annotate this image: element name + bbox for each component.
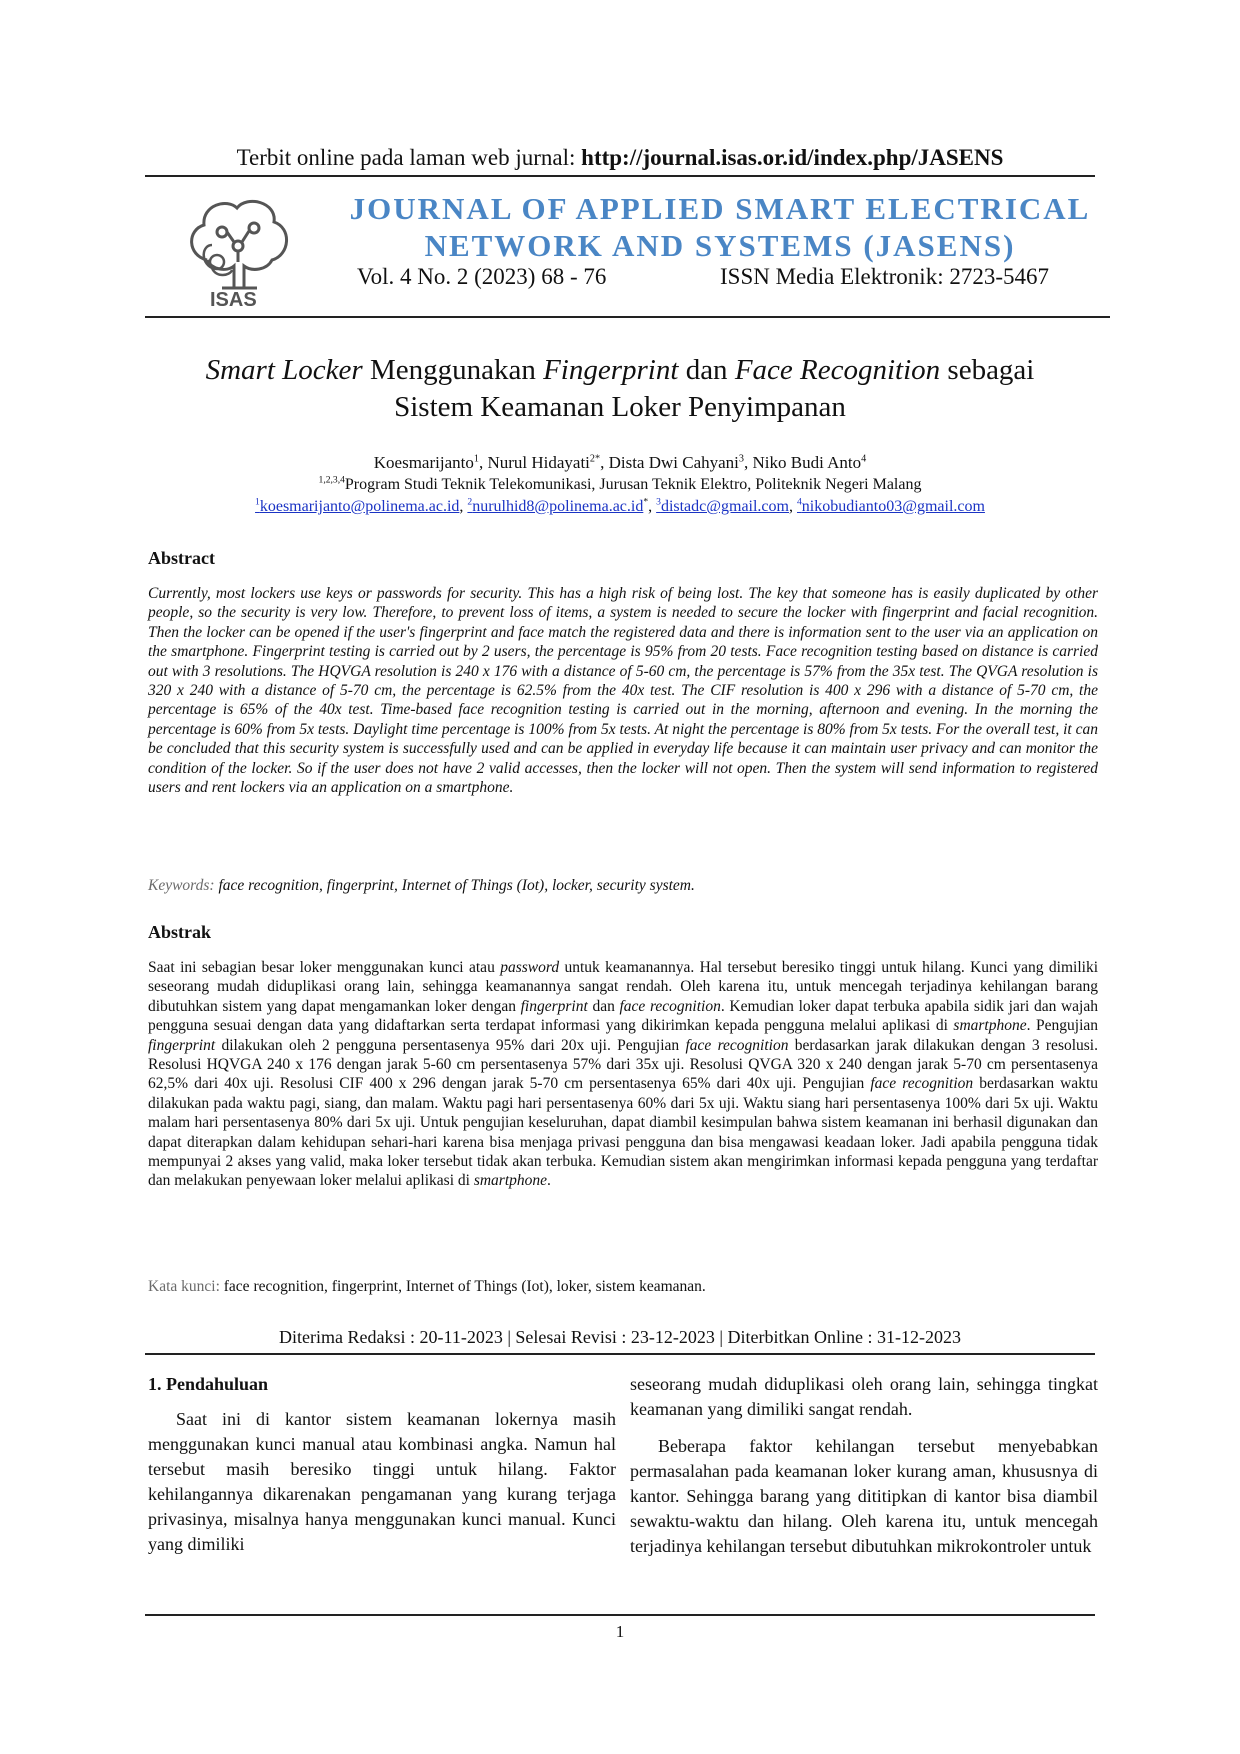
abstrak-s6-i: face recognition bbox=[685, 1036, 789, 1054]
abstrak-heading: Abstrak bbox=[148, 922, 212, 942]
author-1: Koesmarijanto bbox=[373, 453, 474, 472]
footer-rule bbox=[145, 1614, 1095, 1616]
email-addr-4: nikobudianto03@gmail.com bbox=[801, 498, 985, 515]
title-part3: Fingerprint bbox=[543, 354, 679, 386]
corresponding-mark: * bbox=[643, 496, 649, 508]
abstrak-s6: dilakukan oleh 2 pengguna persentasenya 95% dari 20x uji. Pengujian bbox=[215, 1036, 686, 1054]
kata-kunci-text: face recognition, fingerprint, Internet of Things (Iot), loker, sistem keamanan. bbox=[219, 1278, 706, 1295]
email-sup-2: 2 bbox=[467, 496, 473, 508]
isas-logo bbox=[182, 190, 297, 310]
email-link-4[interactable] bbox=[797, 498, 985, 515]
abstrak-s2: untuk keamanannya. Hal tersebut beresiko tinggi untuk hilang. Kunci yang dimiliki seseorang mudah diduplikasi orang lain, sehingga keamanannya sangat rendah. Oleh karena itu, untuk mencegah terjadinya kehilangan barang dibutuhkan sistem yang dapat mengamankan loker dengan bbox=[148, 959, 1098, 1015]
volume-info: Vol. 4 No. 2 (2023) 68 - 76 bbox=[357, 264, 607, 289]
journal-name-line1: JOURNAL OF APPLIED SMART ELECTRICAL bbox=[349, 191, 1091, 226]
email-sup-4: 4 bbox=[796, 496, 802, 508]
affiliation-sup: 1,2,3,4 bbox=[318, 474, 345, 486]
author-3: , Dista Dwi Cahyani bbox=[600, 453, 739, 472]
email-link-1[interactable] bbox=[255, 498, 459, 515]
email-addr-2: nurulhid8@polinema.ac.id bbox=[472, 498, 644, 515]
section-1-paragraph-2: Beberapa faktor kehilangan tersebut menyebabkan permasalahan pada keamanan loker kurang aman, khususnya di kantor. Sehingga barang yang dititipkan di kantor bisa diambil sewaktu-waktu dan hilang. Oleh karena itu, untuk mencegah terjadinya kehilangan tersebut dibutuhkan mikrokontroler untuk bbox=[630, 1436, 1098, 1556]
tree-brain-icon bbox=[182, 190, 297, 310]
journal-name bbox=[325, 190, 1115, 264]
author-4: , Niko Budi Anto bbox=[744, 453, 862, 472]
abstrak-s1: Saat ini sebagian besar loker menggunakan kunci atau bbox=[148, 959, 501, 976]
author-2-sup: 2* bbox=[589, 453, 601, 465]
abstrak-s7: berdasarkan jarak dilakukan dengan 3 resolusi. Resolusi HQVGA 240 x 176 dengan jarak 5-60 cm persentasenya 57% dari 35x uji. Resolusi QVGA 320 x 240 dengan jarak 5-70 cm persentasenya 62,5% dari 40x uji. Resolusi CIF 400 x 296 dengan jarak 5-70 cm persentasenya 65% dari 40x uji. Pengujian bbox=[148, 1036, 1098, 1093]
abstrak-s7-i: face recognition bbox=[870, 1075, 974, 1093]
title-line2: Sistem Keamanan Loker Penyimpanan bbox=[394, 391, 846, 423]
email-list: $^1$koesmarijanto@polinema.ac.id, $^2$nurulhid8@polinema.ac.id*, $^3$distadc@gmail.com, $^4$nikobudianto03@gmail.com bbox=[255, 496, 985, 515]
email-sup-3: 3 bbox=[656, 496, 661, 508]
title-part1: Smart Locker bbox=[205, 354, 363, 386]
abstrak-s3-i: face recognition bbox=[619, 997, 721, 1015]
affiliation bbox=[145, 476, 1095, 494]
issn-info: ISSN Media Elektronik: 2723-5467 bbox=[720, 264, 1049, 289]
abstrak-s8: berdasarkan waktu dilakukan pada waktu pagi, siang, dan malam. Waktu pagi hari persentasenya 60% dari 5x uji. Waktu siang hari persentasenya 100% dari 5x uji. Waktu malam hari persentasenya 80% dari 5x uji. Untuk pengujian keseluruhan, dapat diambil kesimpulan bahwa sistem keamanan ini berhasil digunakan dan dapat diterapkan dalam kehidupan sehari-hari karena bisa menjaga privasi pengguna dan bisa mengawasi keadaan loker. Jadi apabila pengguna tidak mempunyai 2 akses yang valid, maka loker tersebut tidak akan terbuka. Kemudian sistem akan mengirimkan informasi kepada pengguna yang terdaftar dan melakukan penyewaan loker melalui aplikasi di bbox=[148, 1075, 1098, 1190]
email-link-2[interactable] bbox=[467, 498, 643, 515]
abstrak-s5-i: fingerprint bbox=[148, 1036, 216, 1054]
page-number: 1 bbox=[615, 1622, 625, 1641]
email-addr-3: distadc@gmail.com bbox=[660, 498, 789, 515]
journal-name-line2: NETWORK AND SYSTEMS (JASENS) bbox=[424, 228, 1016, 263]
title-part6: sebagai bbox=[940, 354, 1035, 386]
title-part4: dan bbox=[678, 354, 735, 386]
logo-text: ISAS bbox=[210, 289, 257, 310]
journal-url-line bbox=[145, 145, 1095, 171]
section-1-paragraph-1: Saat ini di kantor sistem keamanan lokernya masih menggunakan kunci manual atau kombinasi angka. Namun hal tersebut masih beresiko tinggi untuk hilang. Faktor kehilangannya dikarenakan pengamanan yang kurang terjaga privasinya, misalnya hanya menggunakan kunci manual. Kunci yang dimiliki bbox=[148, 1409, 616, 1554]
affiliation-text: Program Studi Teknik Telekomunikasi, Jurusan Teknik Elektro, Politeknik Negeri Malang bbox=[344, 476, 922, 493]
abstrak-s5: . Pengujian bbox=[1026, 1017, 1098, 1035]
online-prefix: Terbit online pada laman web jurnal: bbox=[236, 145, 582, 170]
email-sup-1: 1 bbox=[255, 496, 260, 508]
author-2: , Nurul Hidayati bbox=[478, 453, 590, 472]
header-bottom-rule bbox=[145, 316, 1110, 318]
abstrak-s9: . bbox=[547, 1172, 551, 1190]
journal-url[interactable]: http://journal.isas.or.id/index.php/JASENS bbox=[581, 145, 1004, 170]
author-1-sup: 1 bbox=[473, 453, 479, 465]
abstract-keywords bbox=[148, 877, 1098, 895]
abstrak-s1-i: password bbox=[500, 959, 560, 976]
title-part2: Menggunakan bbox=[362, 354, 544, 386]
section-1-paragraph-1-cont: seseorang mudah diduplikasi oleh orang lain, sehingga tingkat keamanan yang dimiliki sangat rendah. bbox=[630, 1374, 1098, 1419]
section-1-heading: 1. Pendahuluan bbox=[148, 1374, 269, 1394]
keywords-label: Keywords: bbox=[148, 877, 215, 894]
kata-kunci-label: Kata kunci: bbox=[148, 1278, 220, 1295]
dates-rule bbox=[145, 1353, 1095, 1355]
author-3-sup: 3 bbox=[738, 453, 745, 465]
author-list bbox=[145, 452, 1095, 474]
author-4-sup: 4 bbox=[861, 453, 867, 465]
abstrak-s4: . Kemudian loker dapat terbuka apabila sidik jari dan wajah pengguna sesuai dengan data yang didaftarkan serta terdapat informasi yang dikirimkan kepada pengguna melalui aplikasi di bbox=[148, 997, 1098, 1035]
abstrak-s8-i: smartphone bbox=[473, 1172, 548, 1190]
email-addr-1: koesmarijanto@polinema.ac.id bbox=[259, 498, 460, 515]
email-link-3[interactable] bbox=[656, 498, 789, 515]
abstrak-body bbox=[148, 958, 1098, 1191]
paper-title bbox=[145, 352, 1095, 426]
abstrak-s3: dan bbox=[587, 997, 620, 1015]
abstract-heading: Abstract bbox=[148, 548, 215, 568]
header-top-rule bbox=[145, 175, 1095, 177]
abstrak-s2-i: fingerprint bbox=[520, 997, 588, 1015]
title-part5: Face Recognition bbox=[734, 354, 941, 386]
body-column-left bbox=[148, 1372, 616, 1557]
abstrak-keywords bbox=[148, 1278, 1098, 1296]
abstract-body: Currently, most lockers use keys or passwords for security. This has a high risk of being lost. The key that someone has is easily duplicated by other people, so the security is very low. Therefore, to prevent loss of items, a system is needed to secure the locker with fingerprint and facial recognition. Then the locker can be opened if the user's fingerprint and face match the registered data and there is information sent to the user via an application on the smartphone. Fingerprint testing is carried out by 2 users, the percentage is 95% from 20 tests. Face recognition testing based on distance is carried out with 3 resolutions. The HQVGA resolution is 240 x 176 with a distance of 5-60 cm, the percentage is 57% from the 35x test. The QVGA resolution is 320 x 240 with a distance of 5-70 cm, the percentage is 62.5% from the 40x test. The CIF resolution is 400 x 296 with a distance of 5-70 cm, the percentage is 65% of the 40x test. Time-based face recognition testing is carried out in the morning, afternoon and evening. In the morning the percentage is 60% from 5x tests. Daylight time percentage is 100% from 5x tests. At night the percentage is 80% from 5x tests. For the overall test, it can be concluded that this security system is successfully used and can be applied in everyday life because it can maintain user privacy and can monitor the condition of the locker. So if the user does not have 2 valid accesses, then the locker will not open. Then the system will send information to registered users and rent lockers via an application on a smartphone. bbox=[148, 585, 1098, 797]
abstrak-s4-i: smartphone bbox=[953, 1017, 1027, 1035]
publication-dates: Diterima Redaksi : 20-11-2023 | Selesai Revisi : 23-12-2023 | Diterbitkan Online : 31-12-2023 bbox=[279, 1327, 961, 1347]
body-column-right bbox=[630, 1372, 1098, 1559]
keywords-text: face recognition, fingerprint, Internet of Things (Iot), locker, security system. bbox=[214, 877, 695, 894]
